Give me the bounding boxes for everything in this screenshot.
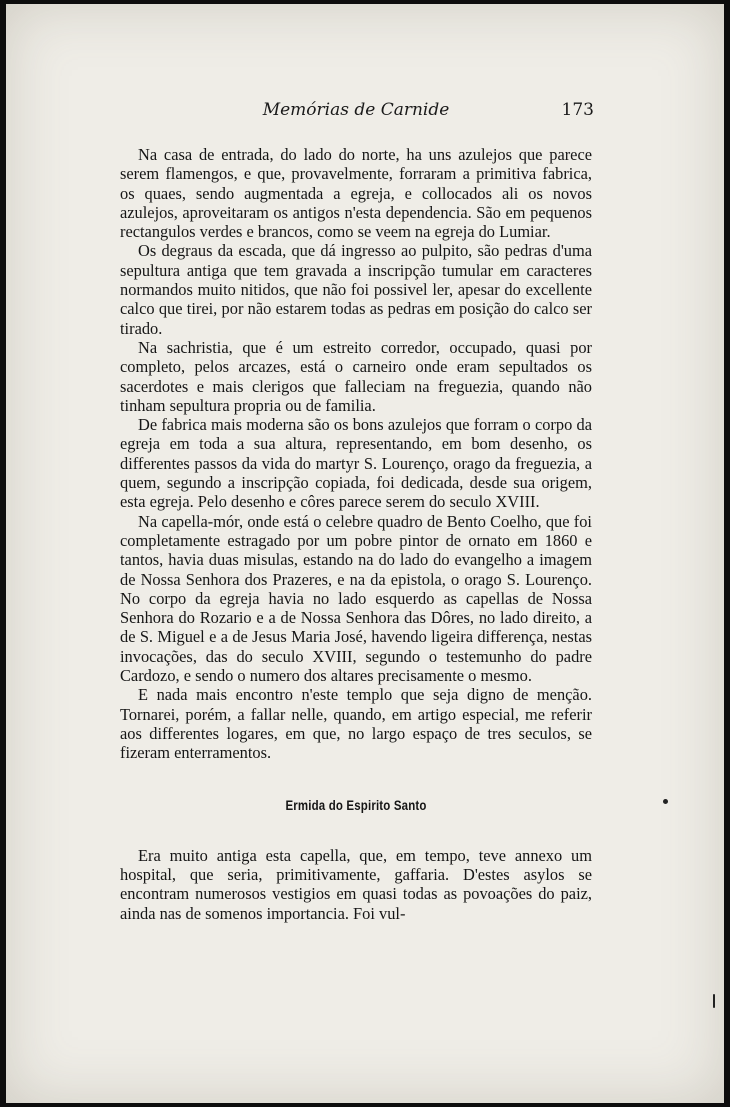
paragraph: Os degraus da escada, que dá ingresso ao pulpito, são pedras d'uma sepultura antiga que tem gravada a inscripção tumular em caracteres normandos muito nitidos, que não foi possivel ler, apesar do excellente calco que tirei, por não estarem todas as pedras em posição do calco ser tirado. [120, 241, 592, 338]
ink-speck [713, 994, 715, 1008]
page-number: 173 [561, 100, 594, 120]
paragraph: Na sachristia, que é um estreito corredor, occupado, quasi por completo, pelos arcazes, está o carneiro onde eram sepultados os sacerdotes e mais clerigos que falleciam na freguezia, quando não tinham sepultura propria ou de familia. [120, 337, 592, 415]
section-paragraph: Era muito antiga esta capella, que, em tempo, teve annexo um hospital, que seria, primitivamente, gaffaria. D'estes asylos se encontram numerosos vestigios em quasi todas as povoações do paiz, ainda nas de somenos importancia. Foi vul- [120, 845, 592, 923]
ink-speck [663, 799, 668, 804]
page-header [118, 100, 594, 126]
paragraph: E nada mais encontro n'este templo que seja digno de menção. Tornarei, porém, a fallar nelle, quando, em artigo especial, me referir aos differentes logares, em que, no largo espaço de tres seculos, se fizeram enterramentos. [120, 685, 592, 763]
running-title: Memórias de Carnide [262, 100, 450, 120]
paragraph: De fabrica mais moderna são os bons azulejos que forram o corpo da egreja em toda a sua altura, representando, em bom desenho, os differentes passos da vida do martyr S. Lourenço, orago da freguezia, a quem, segundo a inscripção copiada, foi dedicada, desde sua origem, esta egreja. Pelo desenho e côres parece serem do seculo XVIII. [120, 415, 592, 512]
page-body [120, 145, 592, 923]
paragraph: Na casa de entrada, do lado do norte, ha uns azulejos que parece serem flamengos, e que, provavelmente, forraram a primitiva fabrica, os quaes, sendo augmentada a egreja, e collocados ali os novos azulejos, aproveitaram os antigos n'esta dependencia. São em pequenos rectangulos verdes e brancos, como se veem na egreja do Lumiar. [120, 145, 592, 242]
paragraph: Na capella-mór, onde está o celebre quadro de Bento Coelho, que foi completamente estragado por um pobre pintor de ornato em 1860 e tantos, havia duas misulas, estando na do lado do evangelho a imagem de Nossa Senhora dos Prazeres, e na da epistola, o orago S. Lourenço. No corpo da egreja havia no lado esquerdo as capellas de Nossa Senhora do Rozario e a de Nossa Senhora das Dôres, no lado direito, a de S. Miguel e a de Jesus Maria José, havendo ligeira differença, nestas invocações, das do seculo XVIII, segundo o testemunho do padre Cardozo, e sendo o numero dos altares precisamente o mesmo. [120, 511, 592, 686]
book-page [6, 4, 724, 1103]
section-heading: Ermida do Espirito Santo [285, 796, 427, 813]
